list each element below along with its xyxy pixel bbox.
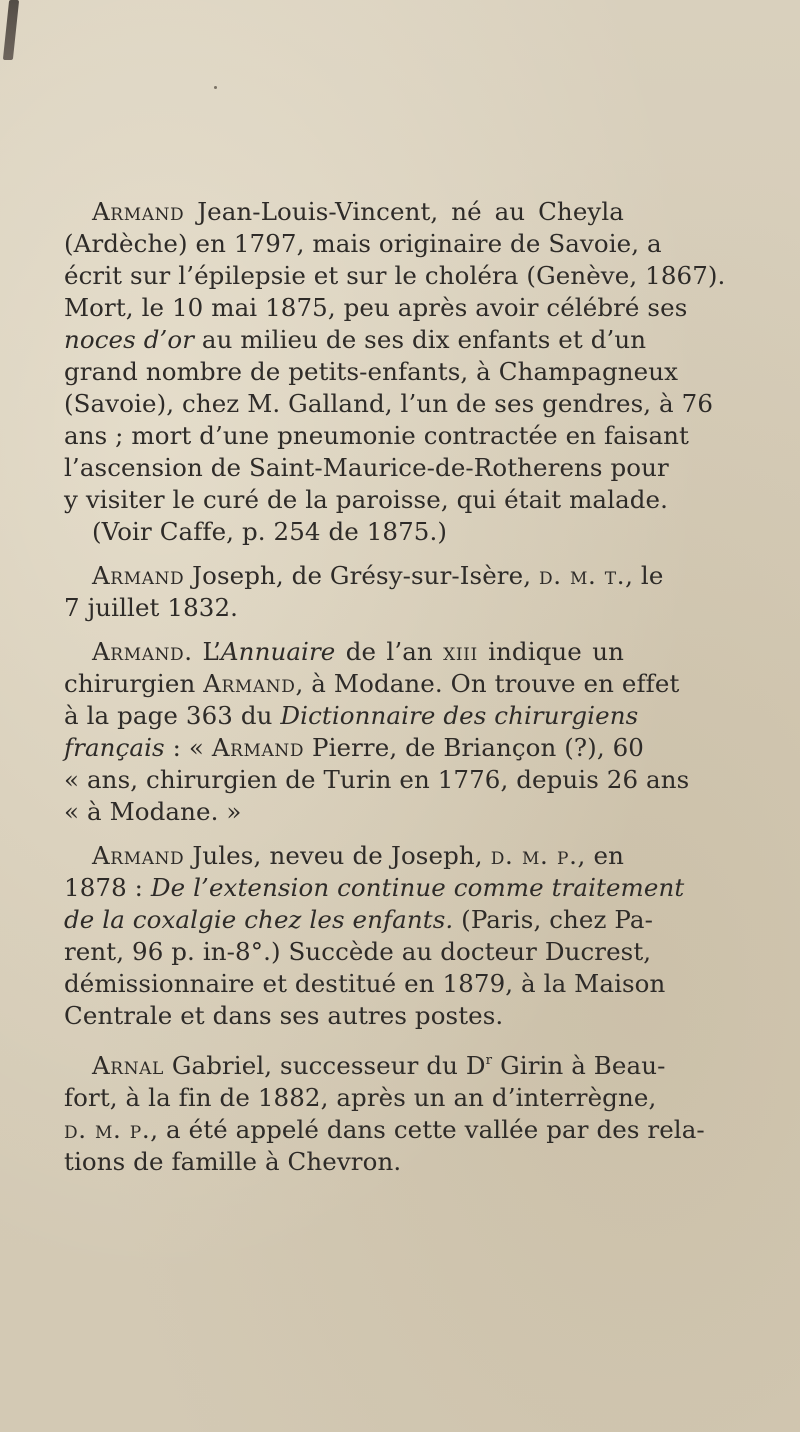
text-line: (Savoie), chez M. Galland, l’un de ses gendres, à 76 [64,389,714,418]
entry-arnal-gabriel [64,1044,705,1178]
text-line: Arnal Gabriel, successeur du $D^r$ Girin à Beau- [92,1051,666,1081]
text-line: français : « Armand Pierre, de Briançon (?), 60 [64,733,644,762]
text-line: (Voir Caffe, p. 254 de 1875.) [92,517,448,546]
text-line: chirurgien Armand, à Modane. On trouve en effet [64,669,680,698]
text-line: Armand Jean-Louis-Vincent, né au Cheyla [92,197,624,226]
text-line: ans ; mort d’une pneumonie contractée en faisant [64,421,690,450]
text-line: fort, à la fin de 1882, après un an d’interrègne, [64,1083,657,1113]
entry-armand-annuaire [64,636,690,828]
text-line: Armand. L’Annuaire de l’an xiii indique un [92,637,624,666]
text-line: « à Modane. » [64,797,242,826]
text-line: grand nombre de petits-enfants, à Champagneux [64,357,679,386]
text-line: Armand Joseph, de Grésy-sur-Isère, d. m. t., le [92,561,664,590]
text-line: noces d’or au milieu de ses dix enfants et d’un [64,325,647,354]
page-edge-mark [3,0,19,60]
text-line: (Ardèche) en 1797, mais originaire de Savoie, a [64,229,662,258]
text-line: rent, 96 p. in-8°.) Succède au docteur Ducrest, [64,937,652,966]
text-line: 1878 : De l’extension continue comme traitement [64,873,685,902]
entry-armand-jean-louis-vincent [64,196,726,548]
text-line: « ans, chirurgien de Turin en 1776, depuis 26 ans [64,765,690,794]
page-text [64,196,726,1178]
entry-armand-joseph [64,560,664,624]
text-line: y visiter le curé de la paroisse, qui était malade. [64,485,669,514]
entry-armand-jules [64,840,685,1032]
text-line: l’ascension de Saint-Maurice-de-Rotherens pour [64,453,669,482]
text-line: d. m. p., a été appelé dans cette vallée par des rela- [64,1115,705,1145]
text-line: Centrale et dans ses autres postes. [64,1001,504,1030]
text-line: de la coxalgie chez les enfants. (Paris, chez Pa- [64,905,653,934]
text-line: à la page 363 du Dictionnaire des chirurgiens [64,701,639,730]
text-line: Mort, le 10 mai 1875, peu après avoir célébré ses [64,293,688,322]
text-line: démissionnaire et destitué en 1879, à la Maison [64,969,666,998]
text-line: 7 juillet 1832. [64,593,239,622]
text-line: Armand Jules, neveu de Joseph, d. m. p., en [92,841,624,870]
text-line: tions de famille à Chevron. [64,1147,402,1177]
paper-speck [214,86,217,89]
text-line: écrit sur l’épilepsie et sur le choléra (Genève, 1867). [64,261,726,290]
